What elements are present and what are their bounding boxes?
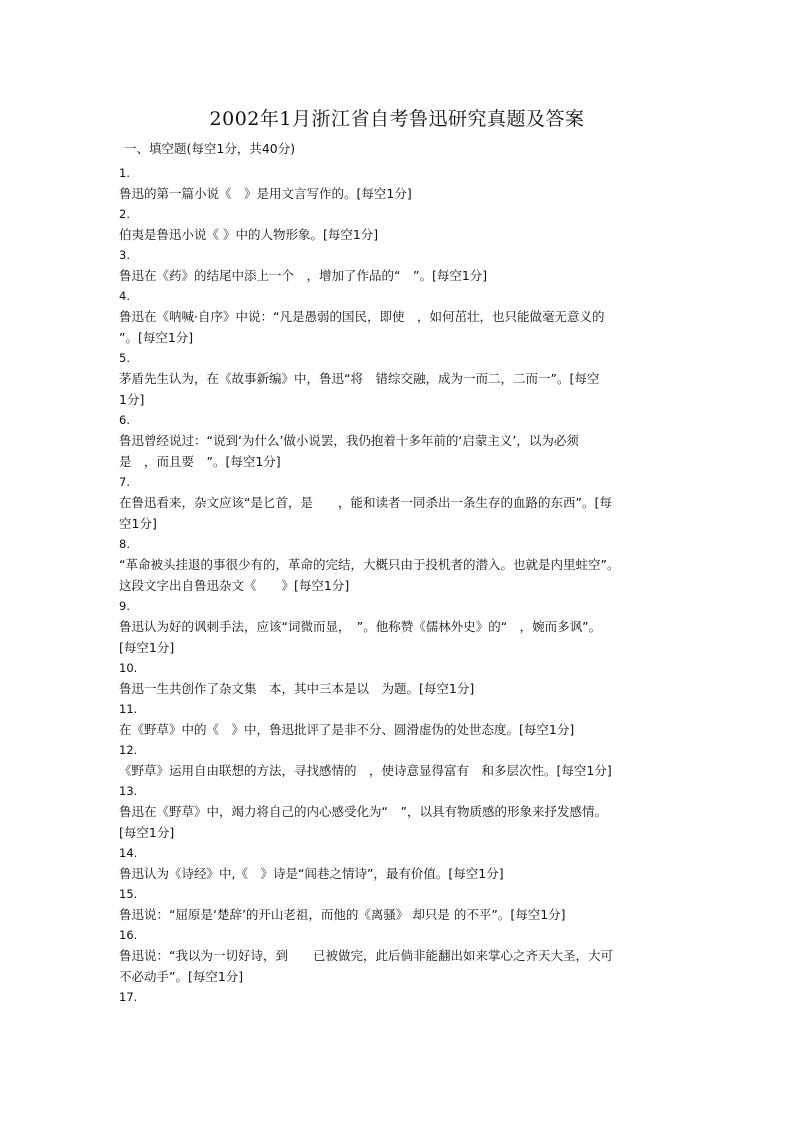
question-text-line: 《野草》运用自由联想的方法，寻找感情的 ，使诗意显得富有 和多层次性。[每空1分]	[119, 763, 612, 778]
question-number: 15.	[119, 887, 138, 901]
question-item	[119, 596, 679, 658]
section-heading: 一、填空题(每空1分，共40分)	[124, 141, 296, 156]
question-item	[119, 699, 679, 740]
question-text-line: “革命被头挂退的事很少有的，革命的完结，大概只由于投机者的潜入。也就是内里蛀空”。	[119, 557, 620, 572]
question-text-line: 鲁迅一生共创作了杂文集 本，其中三本是以 为题。[每空1分]	[119, 681, 475, 696]
question-number: 16.	[119, 928, 138, 942]
question-number: 2.	[119, 207, 130, 221]
question-text-line: 茅盾先生认为，在《故事新编》中，鲁迅“将 错综交融，成为一而二，二而一”。[每空	[119, 371, 600, 386]
question-item	[119, 925, 679, 987]
question-number: 3.	[119, 248, 130, 262]
question-text-line: 鲁迅说：“屈原是‘楚辞’的开山老祖，而他的《离骚》 却只是 的不平”。[每空1分]	[119, 907, 566, 922]
question-item	[119, 348, 679, 410]
question-item	[119, 245, 679, 286]
question-text-line: 在《野草》中的《 》中，鲁迅批评了是非不分、圆滑虚伪的处世态度。[每空1分]	[119, 722, 575, 737]
question-item	[119, 204, 679, 245]
question-text-line: 在鲁迅看来，杂文应该“是匕首，是 ，能和读者一同杀出一条生存的血路的东西”。[每	[119, 495, 612, 510]
question-number: 7.	[119, 475, 130, 489]
question-text-line: 不必动手”。[每空1分]	[119, 969, 244, 984]
question-text-line: 鲁迅曾经说过：“说到‘为什么’做小说罢，我仍抱着十多年前的‘启蒙主义’，以为必须	[119, 433, 579, 448]
question-text-line: 鲁迅在《药》的结尾中添上一个 ，增加了作品的“ ”。[每空1分]	[119, 268, 488, 283]
question-item	[119, 472, 679, 534]
question-item	[119, 658, 679, 699]
question-text-line: 鲁迅的第一篇小说《 》是用文言写作的。[每空1分]	[119, 186, 412, 201]
question-text-line: 空1分]	[119, 516, 157, 531]
question-text-line: ”。[每空1分]	[119, 330, 194, 345]
question-text-line: 是 ，而且要 ”。[每空1分]	[119, 454, 281, 469]
question-text-line: 伯夷是鲁迅小说《 》中的人物形象。[每空1分]	[119, 227, 379, 242]
question-number: 1.	[119, 166, 130, 180]
question-item	[119, 286, 679, 348]
question-text-line: [每空1分]	[119, 825, 175, 840]
question-number: 17.	[119, 990, 138, 1004]
question-text-line: 鲁迅说：“我以为一切好诗，到 已被做完，此后倘非能翻出如来掌心之齐天大圣，大可	[119, 948, 613, 963]
document-title: 2002年1月浙江省自考鲁迅研究真题及答案	[209, 108, 585, 130]
question-text-line: 鲁迅认为好的讽刺手法，应该“词微而显， ”。他称赞《儒林外史》的“ ，婉而多讽”。	[119, 619, 602, 634]
question-number: 6.	[119, 413, 130, 427]
question-number: 5.	[119, 351, 130, 365]
question-number: 11.	[119, 702, 138, 716]
question-item	[119, 534, 679, 596]
question-number: 9.	[119, 599, 130, 613]
question-item	[119, 884, 679, 925]
question-item	[119, 781, 679, 843]
question-text-line: 鲁迅在《野草》中，竭力将自己的内心感受化为“ ”，以具有物质感的形象来抒发感情。	[119, 804, 607, 819]
question-number: 13.	[119, 784, 138, 798]
question-item	[119, 987, 679, 1007]
question-item	[119, 843, 679, 884]
question-text-line: 鲁迅在《呐喊·自序》中说：“凡是愚弱的国民，即使 ，如何茁壮，也只能做毫无意义的	[119, 309, 605, 324]
question-text-line: 这段文字出自鲁迅杂文《 》[每空1分]	[119, 578, 350, 593]
question-text-line: [每空1分]	[119, 640, 175, 655]
question-item	[119, 163, 679, 204]
question-item	[119, 740, 679, 781]
question-number: 8.	[119, 537, 130, 551]
question-list	[119, 163, 679, 1007]
question-number: 10.	[119, 661, 138, 675]
question-number: 4.	[119, 289, 130, 303]
question-item	[119, 410, 679, 472]
question-text-line: 鲁迅认为《诗经》中,《 》诗是“闾巷之情诗”，最有价值。[每空1分]	[119, 866, 504, 881]
question-number: 14.	[119, 846, 138, 860]
question-number: 12.	[119, 743, 138, 757]
question-text-line: 1分]	[119, 392, 145, 407]
